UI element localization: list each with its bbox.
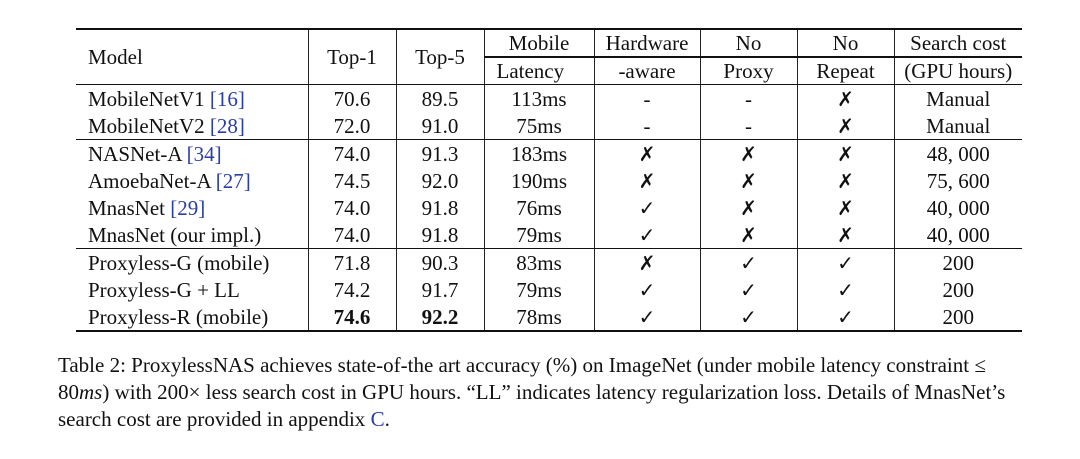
cell-cost: 40, 000	[894, 194, 1022, 221]
cell-top5: 92.0	[396, 167, 484, 194]
header-latency-line2: Latency	[484, 57, 594, 85]
table-row	[76, 276, 1022, 303]
header-top1: Top-1	[308, 29, 396, 85]
cell-top1: 74.0	[308, 194, 396, 221]
header-proxy-line2: Proxy	[700, 57, 797, 85]
cell-top5: 92.2	[396, 303, 484, 331]
cell-cost: 200	[894, 303, 1022, 331]
cell-top5: 91.8	[396, 221, 484, 249]
cell-proxy: ✓	[700, 276, 797, 303]
cell-top1: 71.8	[308, 249, 396, 277]
cell-hardware: ✗	[594, 167, 700, 194]
caption-text-1: Table 2: ProxylessNAS achieves state-of-the art accuracy (%) on ImageNet (under mobile latency constraint ≤ 80	[58, 353, 986, 404]
cell-hardware: ✓	[594, 194, 700, 221]
cell-latency: 78ms	[484, 303, 594, 331]
table-row	[76, 140, 1022, 168]
citation-link[interactable]: [34]	[186, 141, 222, 166]
citation-link[interactable]: [29]	[170, 195, 206, 220]
cell-repeat: ✗	[797, 140, 894, 168]
cell-repeat: ✗	[797, 194, 894, 221]
cell-repeat: ✓	[797, 276, 894, 303]
cell-model	[76, 167, 308, 194]
results-table	[76, 28, 1022, 332]
header-model: Model	[76, 29, 308, 85]
cell-repeat: ✓	[797, 249, 894, 277]
model-name: MobileNetV1	[88, 86, 210, 111]
table-caption	[58, 352, 1033, 433]
model-name: MobileNetV2	[88, 113, 210, 138]
cell-model	[76, 140, 308, 168]
table-row	[76, 303, 1022, 331]
cell-model	[76, 85, 308, 113]
cell-proxy: ✗	[700, 221, 797, 249]
cell-top5: 91.7	[396, 276, 484, 303]
citation-link[interactable]: [16]	[209, 86, 245, 111]
cell-cost: 200	[894, 276, 1022, 303]
table-row	[76, 85, 1022, 113]
cell-repeat: ✗	[797, 221, 894, 249]
model-name: Proxyless-R (mobile)	[88, 304, 269, 329]
header-repeat-line2: Repeat	[797, 57, 894, 85]
table-row	[76, 249, 1022, 277]
model-name: MnasNet	[88, 195, 171, 220]
cell-proxy: ✗	[700, 167, 797, 194]
header-hardware-line2: -aware	[594, 57, 700, 85]
header-latency-line1: Mobile	[484, 29, 594, 57]
table-row	[76, 194, 1022, 221]
caption-text-3: .	[384, 407, 390, 431]
header-cost-line2: (GPU hours)	[894, 57, 1022, 85]
cell-latency: 79ms	[484, 276, 594, 303]
header-proxy-line1: No	[700, 29, 797, 57]
cell-cost: Manual	[894, 112, 1022, 140]
model-name: Proxyless-G (mobile)	[88, 250, 270, 275]
cell-top5: 91.3	[396, 140, 484, 168]
group-nas-baselines	[76, 140, 1022, 249]
group-proxyless	[76, 249, 1022, 332]
citation-link[interactable]: [28]	[209, 113, 245, 138]
cell-repeat: ✗	[797, 112, 894, 140]
table-row	[76, 221, 1022, 249]
cell-proxy: ✓	[700, 303, 797, 331]
cell-latency: 79ms	[484, 221, 594, 249]
cell-model	[76, 249, 308, 277]
cell-latency: 190ms	[484, 167, 594, 194]
cell-cost: 200	[894, 249, 1022, 277]
model-name: MnasNet (our impl.)	[88, 222, 262, 247]
cell-proxy: ✓	[700, 249, 797, 277]
cell-top1: 74.0	[308, 140, 396, 168]
cell-top1: 72.0	[308, 112, 396, 140]
table-row	[76, 167, 1022, 194]
cell-cost: 48, 000	[894, 140, 1022, 168]
cell-cost: 40, 000	[894, 221, 1022, 249]
header-cost-line1: Search cost	[894, 29, 1022, 57]
cell-top5: 91.8	[396, 194, 484, 221]
cell-latency: 83ms	[484, 249, 594, 277]
citation-link[interactable]: [27]	[215, 168, 251, 193]
group-manual	[76, 85, 1022, 140]
table-row	[76, 112, 1022, 140]
cell-hardware: ✗	[594, 140, 700, 168]
cell-model	[76, 112, 308, 140]
cell-latency: 183ms	[484, 140, 594, 168]
cell-latency: 75ms	[484, 112, 594, 140]
cell-repeat: ✗	[797, 85, 894, 113]
appendix-link[interactable]: C	[370, 407, 385, 431]
cell-top5: 90.3	[396, 249, 484, 277]
model-name: AmoebaNet-A	[88, 168, 216, 193]
cell-top5: 91.0	[396, 112, 484, 140]
caption-ms-unit: ms	[79, 380, 103, 404]
cell-top1: 70.6	[308, 85, 396, 113]
cell-repeat: ✓	[797, 303, 894, 331]
model-name: Proxyless-G + LL	[88, 277, 240, 302]
cell-hardware: -	[594, 112, 700, 140]
cell-repeat: ✗	[797, 167, 894, 194]
cell-top1: 74.5	[308, 167, 396, 194]
caption-text-2: ) with 200× less search cost in GPU hours. “LL” indicates latency regularization loss. Details of MnasNet’s search cost are provided in appendix	[58, 380, 1006, 431]
cell-hardware: ✗	[594, 249, 700, 277]
cell-latency: 76ms	[484, 194, 594, 221]
cell-hardware: ✓	[594, 276, 700, 303]
cell-latency: 113ms	[484, 85, 594, 113]
cell-hardware: ✓	[594, 303, 700, 331]
cell-proxy: -	[700, 112, 797, 140]
cell-cost: 75, 600	[894, 167, 1022, 194]
cell-proxy: ✗	[700, 140, 797, 168]
cell-hardware: ✓	[594, 221, 700, 249]
cell-cost: Manual	[894, 85, 1022, 113]
cell-top1: 74.2	[308, 276, 396, 303]
cell-model	[76, 303, 308, 331]
cell-model	[76, 221, 308, 249]
cell-model	[76, 194, 308, 221]
cell-top5: 89.5	[396, 85, 484, 113]
header-hardware-line1: Hardware	[594, 29, 700, 57]
model-name: NASNet-A	[88, 141, 187, 166]
cell-model	[76, 276, 308, 303]
cell-top1: 74.6	[308, 303, 396, 331]
header-repeat-line1: No	[797, 29, 894, 57]
table-header	[76, 29, 1022, 85]
cell-proxy: ✗	[700, 194, 797, 221]
cell-top1: 74.0	[308, 221, 396, 249]
header-top5: Top-5	[396, 29, 484, 85]
cell-proxy: -	[700, 85, 797, 113]
cell-hardware: -	[594, 85, 700, 113]
